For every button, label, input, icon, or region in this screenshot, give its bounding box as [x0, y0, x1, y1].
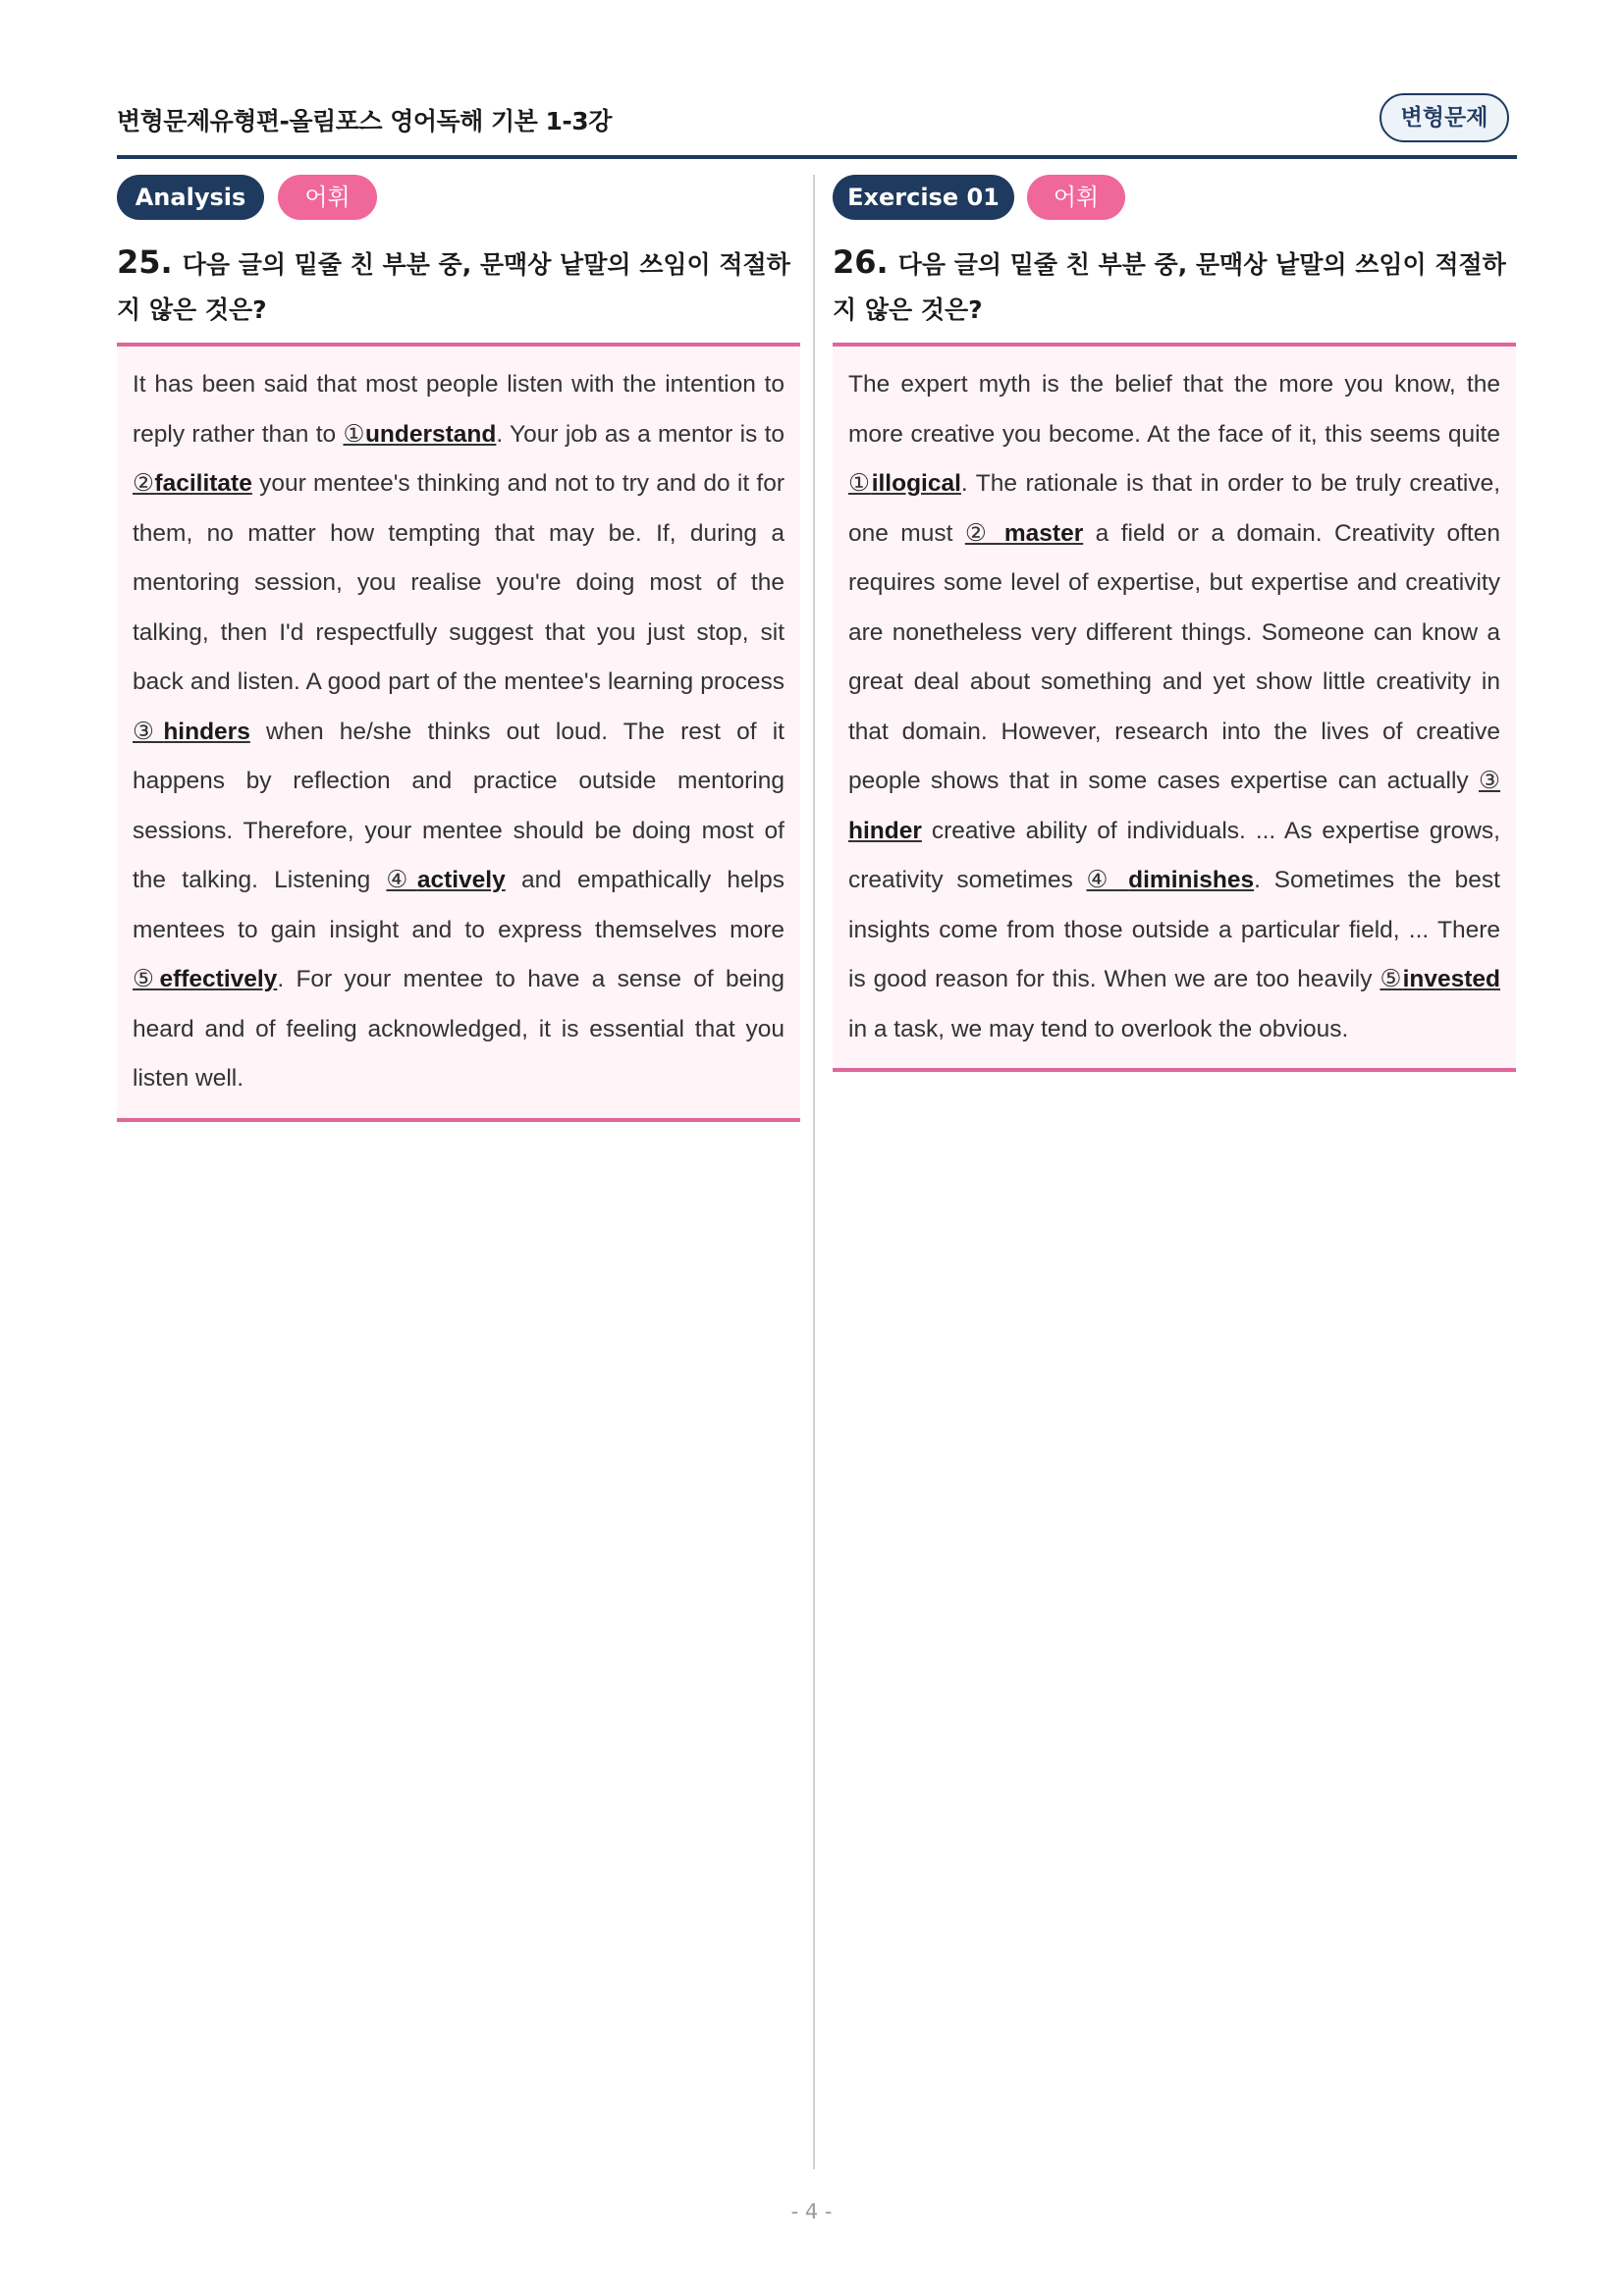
- passage-text: in a task, we may tend to overlook the obvious.: [848, 1015, 1349, 1042]
- choice-marker: ②: [964, 519, 993, 547]
- vocabulary-tag: 어휘: [1027, 175, 1125, 220]
- header-divider: [117, 155, 1517, 159]
- passage-text: The expert myth is the belief that the more you know, the more creative you become. At the face of it, this seems quite: [848, 371, 1500, 448]
- passage-text: and empathically helps mentees to gain insight and to express themselves more: [133, 867, 784, 943]
- underlined-choice-2: [133, 470, 252, 497]
- passage-box: [117, 343, 800, 1122]
- question-text: 다음 글의 밑줄 친 부분 중, 문맥상 낱말의 쓰임이 적절하지 않은 것은?: [117, 250, 790, 324]
- column-divider: [813, 175, 815, 2169]
- choice-word: understand: [364, 420, 497, 448]
- underlined-choice-5: [133, 966, 277, 992]
- passage-box: [833, 343, 1516, 1072]
- question-number: 26.: [833, 243, 889, 281]
- question-prompt: [833, 240, 1516, 333]
- choice-marker: ④: [386, 867, 417, 893]
- underlined-choice-3: [133, 719, 250, 745]
- underlined-choice-4: [1087, 867, 1255, 893]
- analysis-tag: Analysis: [117, 175, 264, 220]
- choice-word: invested: [1402, 966, 1500, 992]
- question-column-25: [117, 175, 800, 1122]
- choice-word: diminishes: [1128, 867, 1255, 893]
- passage-text: . For your mentee to have a sense of being heard and of feeling acknowledged, it is essential that you listen well.: [133, 966, 784, 1092]
- vocabulary-tag: 어휘: [278, 175, 377, 220]
- choice-marker: ③: [1479, 768, 1500, 794]
- passage-text: creative ability of individuals. ... As expertise grows, creativity sometimes: [848, 817, 1500, 893]
- underlined-choice-2: [965, 520, 1083, 547]
- passage-text: . Your job as a mentor is to: [496, 420, 785, 448]
- exercise-tag: Exercise 01: [833, 175, 1014, 220]
- choice-word: hinder: [848, 817, 922, 844]
- passage-text: . Sometimes the best insights come from those outside a particular field, ... There is good reason for this. When we are too heavily: [848, 867, 1500, 992]
- page-number: - 4 -: [790, 2200, 833, 2223]
- question-prompt: [117, 240, 800, 333]
- underlined-choice-4: [386, 867, 505, 893]
- choice-word: hinders: [163, 718, 250, 745]
- question-column-26: [833, 175, 1516, 1072]
- underlined-choice-1: [343, 421, 496, 448]
- underlined-choice-5: [1380, 966, 1500, 992]
- section-badge: 변형문제: [1380, 93, 1509, 142]
- choice-word: actively: [416, 867, 506, 893]
- choice-marker: ④: [1086, 867, 1115, 893]
- question-number: 25.: [117, 243, 173, 281]
- question-text: 다음 글의 밑줄 친 부분 중, 문맥상 낱말의 쓰임이 적절하지 않은 것은?: [833, 250, 1506, 324]
- choice-marker: ①: [848, 470, 872, 497]
- choice-word: master: [1003, 519, 1084, 547]
- choice-marker: ⑤: [1380, 966, 1403, 992]
- choice-marker: ⑤: [133, 966, 160, 992]
- document-title: 변형문제유형편-올림포스 영어독해 기본 1-3강: [117, 107, 612, 135]
- choice-word: effectively: [159, 966, 278, 992]
- passage-text: a field or a domain. Creativity often requires some level of expertise, but expertise and creativity are nonetheless very different things. Someone can know a great deal about something and yet show little creativity in that domain. However, research into the lives of creative people shows that in some cases expertise can actually: [848, 519, 1500, 794]
- choice-marker: ①: [343, 420, 365, 448]
- tag-row: [117, 175, 800, 222]
- passage-text: your mentee's thinking and not to try and do it for them, no matter how tempting that may be. If, during a mentoring session, you realise you're doing most of the talking, then I'd respectfully suggest that you just stop, sit back and listen. A good part of the mentee's learning process: [133, 470, 784, 695]
- passage-text: . The rationale is that in order to be truly creative, one must: [848, 470, 1501, 547]
- choice-word: facilitate: [154, 470, 252, 497]
- choice-word: illogical: [871, 470, 961, 497]
- tag-row: [833, 175, 1516, 222]
- choice-marker: ②: [133, 470, 155, 497]
- underlined-choice-1: [848, 470, 961, 497]
- passage-text: when he/she thinks out loud. The rest of it happens by reflection and practice outside mentoring sessions. Therefore, your mentee should be doing most of the talking. Listening: [133, 718, 784, 893]
- passage-text: It has been said that most people listen with the intention to reply rather than to: [133, 371, 784, 448]
- choice-marker: ③: [133, 718, 164, 745]
